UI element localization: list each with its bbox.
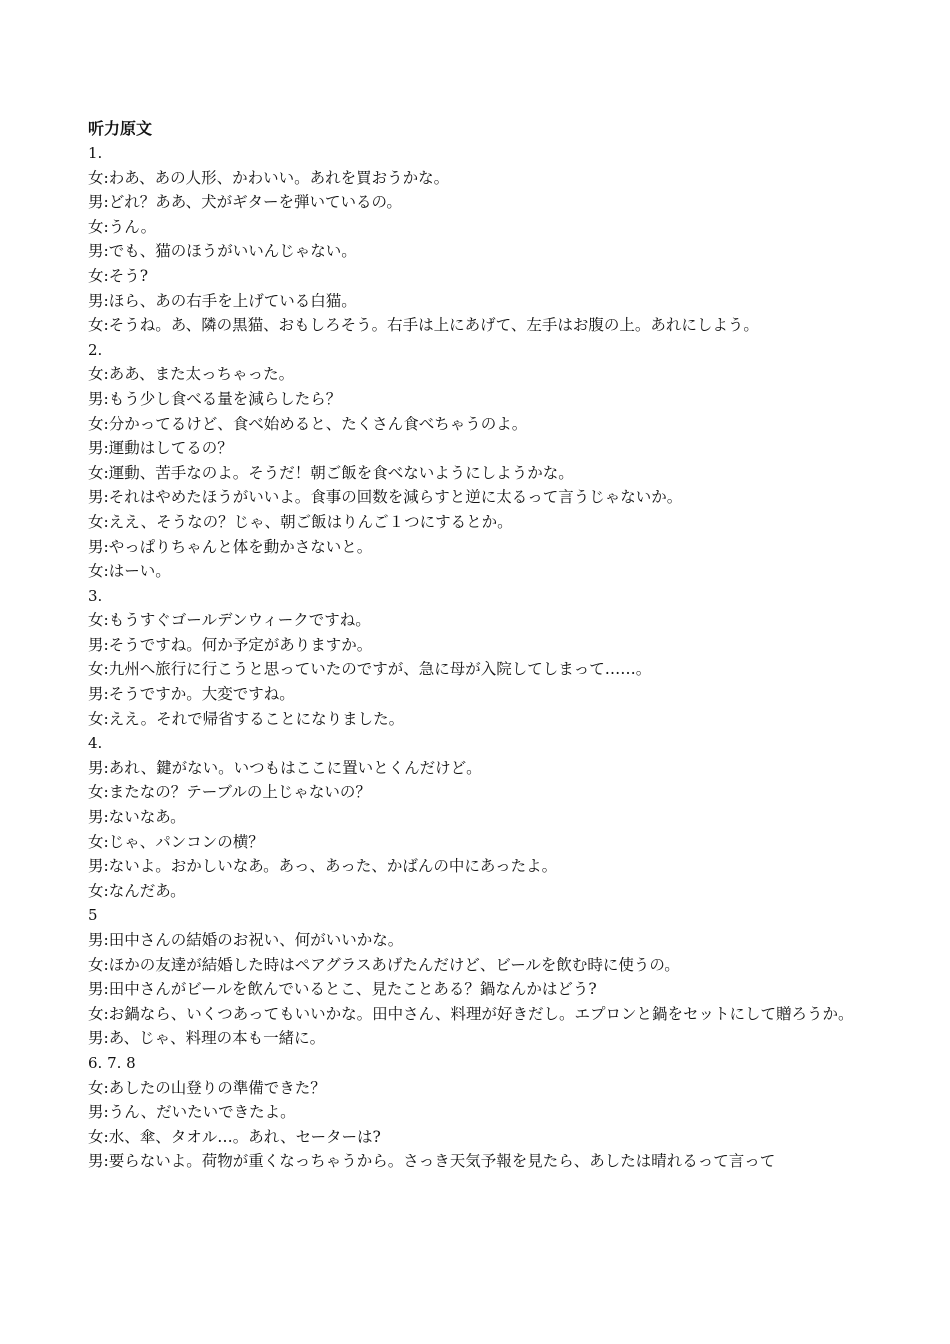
speaker-colon: : [103,168,109,187]
dialogue-line [88,559,888,584]
dialogue-text: あしたの山登りの準備できた？ [108,1078,326,1097]
speaker-label: 女 [88,365,104,384]
document-title: 听力原文 [88,119,153,138]
dialogue-text: なんだあ。 [108,881,186,900]
dialogue-text: 田中さんの結婚のお祝い、何がいいかな。 [108,931,404,949]
dialogue-text: ほら、あの右手を上げている白猫。 [108,291,357,310]
dialogue-text: ええ。それで帰省することになりました。 [108,709,405,728]
dialogue-text: そうね。あ、隣の黒猫、おもしろそう。右手は上にあげて、左手はお腹の上。あれにしよう。 [108,316,759,335]
dialogue-line [88,215,888,240]
speaker-label: 男 [88,685,104,704]
speaker-label: 男 [88,1152,104,1171]
speaker-colon: : [103,463,109,482]
speaker-label: 女 [88,660,104,679]
speaker-label: 男 [88,389,104,408]
speaker-colon: : [103,1078,109,1097]
speaker-label: 男 [88,980,104,999]
speaker-label: 男 [88,193,104,212]
speaker-colon: : [103,414,109,433]
speaker-colon: : [103,1004,109,1023]
dialogue-text: それはやめたほうがいいよ。食事の回数を減らすと逆に太るって言うじゃないか。 [108,488,683,507]
speaker-label: 男 [88,808,104,827]
speaker-colon: : [103,537,109,556]
dialogue-line [88,1100,888,1125]
dialogue-text: ええ、そうなの？じゃ、朝ご飯はりんご１つにするとか。 [108,512,513,531]
dialogue-text: そうですか。大変ですね。 [108,685,295,704]
speaker-colon: : [103,783,109,802]
dialogue-line [88,362,888,387]
dialogue-line [88,436,888,461]
speaker-colon: : [103,217,109,236]
dialogue-line [88,682,888,707]
dialogue-line [88,608,888,633]
speaker-label: 男 [88,635,104,654]
section-number: 4. [88,734,103,753]
dialogue-text: またなの？テーブルの上じゃないの？ [108,783,371,802]
dialogue-line [88,1125,888,1150]
dialogue-text: 九州へ旅行に行こうと思っていたのですが、急に母が入院してしまって……。 [108,660,652,679]
speaker-colon: : [103,635,109,654]
speaker-label: 男 [88,1029,104,1048]
dialogue-text: そうですね。何か予定がありますか。 [108,635,373,654]
speaker-colon: : [103,242,109,261]
speaker-label: 男 [88,242,104,261]
dialogue-line [88,977,888,1002]
speaker-label: 女 [88,266,104,285]
dialogue-text: やっぱりちゃんと体を動かさないと。 [108,537,373,556]
dialogue-line [88,830,888,855]
dialogue-line [88,289,888,314]
dialogue-line [88,1149,888,1174]
speaker-colon: : [103,1103,109,1122]
speaker-label: 男 [88,758,104,777]
dialogue-line [88,1076,888,1101]
speaker-colon: : [103,857,109,876]
speaker-label: 男 [88,1103,104,1122]
dialogue-line [88,1026,888,1051]
dialogue-text: 水、傘、タオル…。あれ、セーターは? [108,1127,381,1146]
dialogue-text: もうすぐゴールデンウィークですね。 [108,611,371,630]
dialogue-text: うん。 [108,217,157,236]
dialogue-line [88,707,888,732]
speaker-label: 女 [88,168,104,187]
speaker-colon: : [103,266,109,285]
section-number: 1. [88,144,103,162]
speaker-label: 男 [88,537,104,556]
dialogue-line [88,239,888,264]
dialogue-line [88,1002,888,1027]
transcript-body [88,141,888,1174]
speaker-colon: : [103,980,109,999]
dialogue-text: ああ、また太っちゃった。 [108,365,295,384]
dialogue-line [88,264,888,289]
speaker-label: 男 [88,857,104,876]
speaker-colon: : [103,955,109,974]
dialogue-text: あ、じゃ、料理の本も一緒に。 [108,1029,326,1048]
speaker-label: 女 [88,316,104,335]
speaker-label: 女 [88,1127,104,1146]
speaker-colon: : [103,1127,109,1146]
dialogue-text: どれ？ああ、犬がギターを弾いているの。 [108,193,402,212]
dialogue-line [88,657,888,682]
dialogue-line [88,633,888,658]
dialogue-text: うん、だいたいできたよ。 [108,1103,296,1122]
dialogue-line [88,535,888,560]
speaker-label: 女 [88,783,104,802]
speaker-colon: : [103,389,109,408]
speaker-colon: : [103,685,109,704]
speaker-colon: : [103,562,109,581]
dialogue-line [88,190,888,215]
speaker-label: 女 [88,1004,104,1023]
speaker-colon: : [103,193,109,212]
speaker-colon: : [103,931,109,949]
speaker-colon: : [103,660,109,679]
speaker-colon: : [103,611,109,630]
speaker-label: 女 [88,881,104,900]
speaker-colon: : [103,365,109,384]
speaker-colon: : [103,881,109,900]
speaker-colon: : [103,439,109,458]
dialogue-text: じゃ、パンコンの横？ [108,832,264,851]
speaker-colon: : [103,758,109,777]
dialogue-text: ほかの友達が結婚した時はペアグラスあげたんだけど、ビールを飲む時に使うの。 [108,955,680,974]
speaker-colon: : [103,512,109,531]
dialogue-text: ないなあ。 [108,808,186,827]
dialogue-text: あれ、鍵がない。いつもはここに置いとくんだけど。 [108,758,482,777]
dialogue-text: 運動、苦手なのよ。そうだ！朝ご飯を食べないようにしようかな。 [108,463,574,482]
speaker-label: 女 [88,955,104,974]
dialogue-text: お鍋なら、いくつあってもいいかな。田中さん、料理が好きだし。エプロンと鍋をセットにして贈ろうか。 [108,1004,854,1023]
speaker-label: 女 [88,709,104,728]
dialogue-line [88,879,888,904]
speaker-colon: : [103,316,109,335]
dialogue-text: そう? [108,266,149,285]
dialogue-text: もう少し食べる量を減らしたら？ [108,389,342,408]
dialogue-line [88,461,888,486]
dialogue-line [88,510,888,535]
speaker-label: 女 [88,1078,104,1097]
speaker-label: 女 [88,512,104,531]
speaker-label: 女 [88,463,104,482]
speaker-colon: : [103,808,109,827]
speaker-label: 女 [88,562,104,581]
dialogue-text: でも、猫のほうがいいんじゃない。 [108,242,357,261]
speaker-label: 女 [88,414,104,433]
dialogue-line [88,780,888,805]
section-number: 3. [88,586,103,605]
speaker-label: 女 [88,217,104,236]
speaker-label: 女 [88,832,104,851]
section-number: 2. [88,340,103,359]
dialogue-line [88,166,888,191]
dialogue-text: 運動はしてるの？ [108,439,233,458]
dialogue-text: ないよ。おかしいなあ。あっ、あった、かばんの中にあったよ。 [108,857,558,876]
speaker-label: 男 [88,488,104,507]
dialogue-line [88,928,888,953]
dialogue-line [88,485,888,510]
speaker-label: 男 [88,291,104,310]
dialogue-line [88,387,888,412]
speaker-colon: : [103,1152,109,1171]
dialogue-text: 要らないよ。荷物が重くなっちゃうから。さっき天気予報を見たら、あしたは晴れるって言って [108,1152,776,1171]
speaker-label: 男 [88,439,104,458]
dialogue-line [88,854,888,879]
dialogue-line [88,805,888,830]
dialogue-line [88,412,888,437]
document-page [88,116,888,1174]
dialogue-line [88,756,888,781]
speaker-colon: : [103,488,109,507]
dialogue-text: はーい。 [108,562,171,581]
section-number: 6. 7. 8 [88,1053,136,1072]
speaker-label: 男 [88,931,104,949]
dialogue-text: わあ、あの人形、かわいい。あれを買おうかな。 [108,168,450,187]
dialogue-line [88,953,888,978]
speaker-colon: : [103,832,109,851]
dialogue-text: 田中さんがビールを飲んでいるとこ、見たことある？鍋なんかはどう? [108,980,597,999]
speaker-colon: : [103,709,109,728]
speaker-colon: : [103,291,109,310]
speaker-colon: : [103,1029,109,1048]
section-number: 5 [88,906,98,925]
speaker-label: 女 [88,611,104,630]
dialogue-text: 分かってるけど、食べ始めると、たくさん食べちゃうのよ。 [108,414,528,433]
dialogue-line [88,313,888,338]
